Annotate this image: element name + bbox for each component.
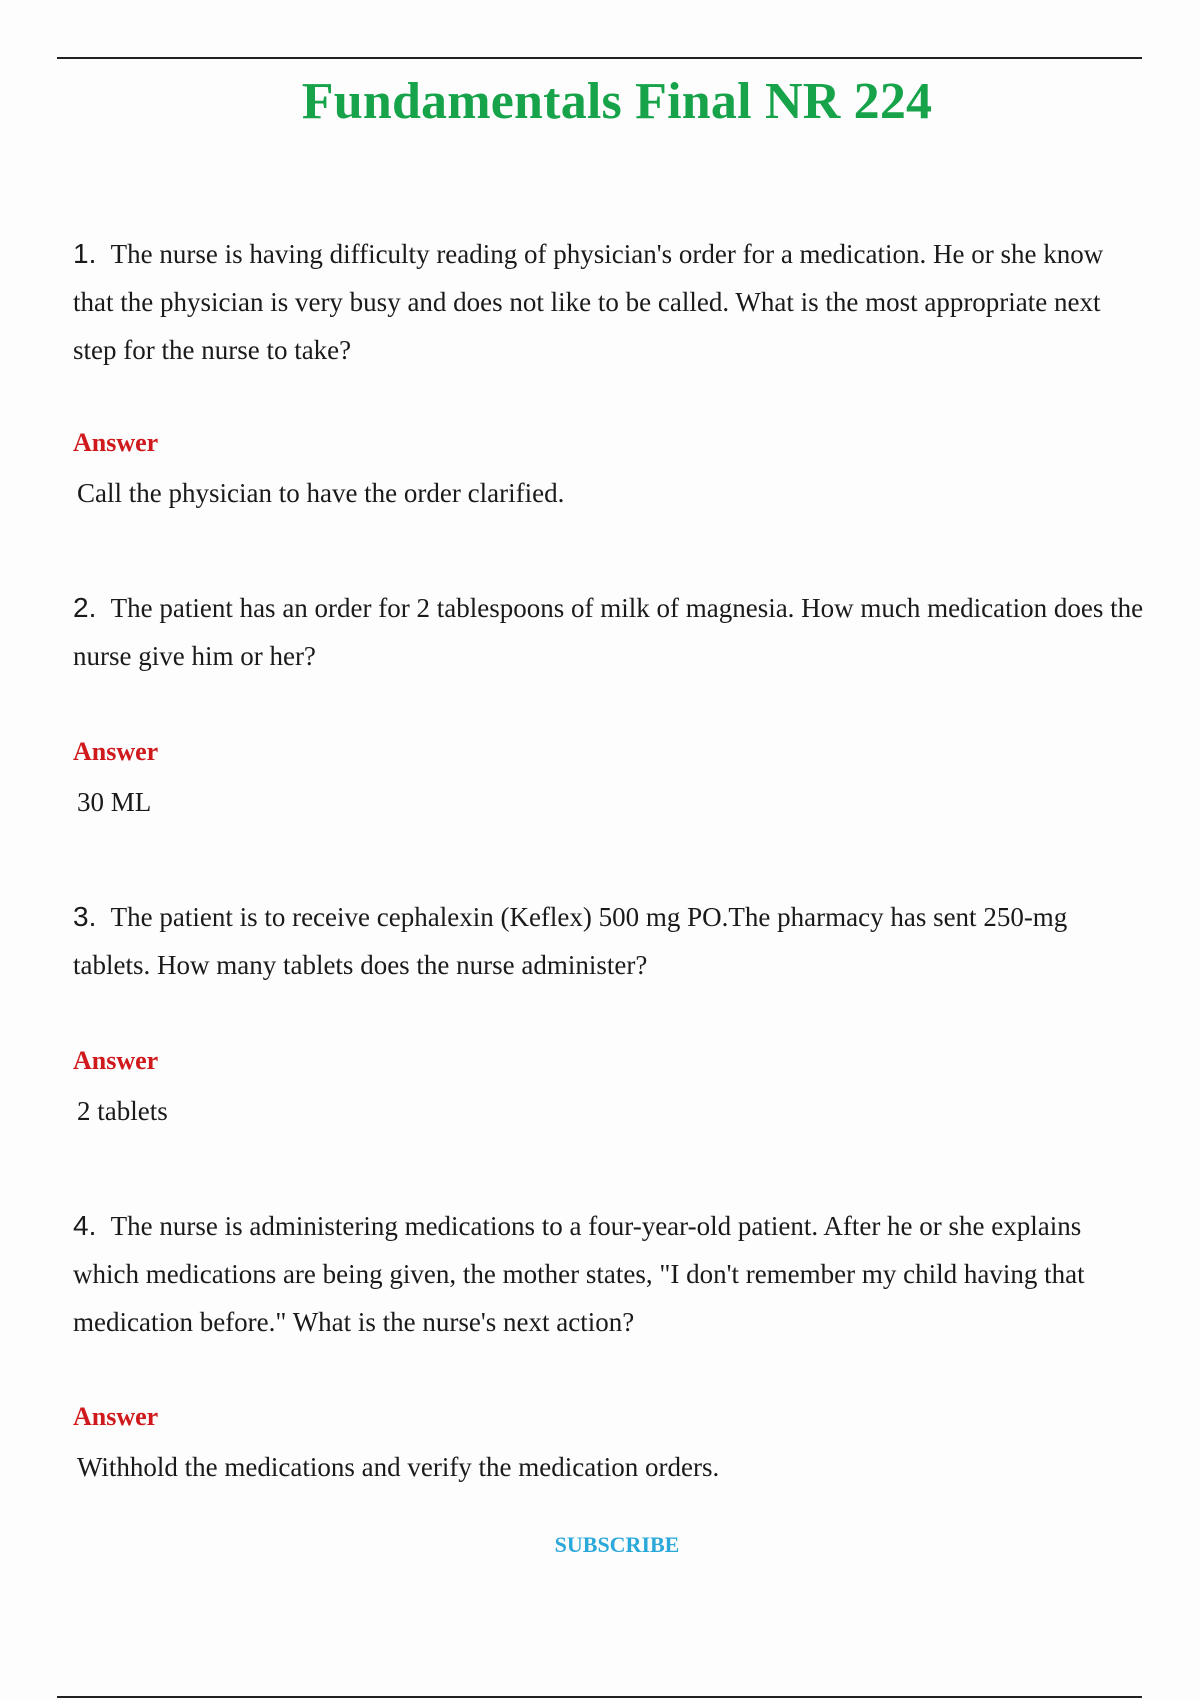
question-number: 2. <box>73 592 97 623</box>
bottom-divider <box>57 1696 1142 1698</box>
question-text: The patient has an order for 2 tablespoons of milk of magnesia. How much medication does the nurse give him or her? <box>73 593 1144 671</box>
question-number: 3. <box>73 901 97 932</box>
question-text: The nurse is administering medications to a four-year-old patient. After he or she explains which medications are being given, the mother states, "I don't remember my child having that medication before." What is the nurse's next action? <box>73 1211 1085 1337</box>
question-number: 1. <box>73 238 97 269</box>
question-4 <box>73 1202 1149 1346</box>
question-1 <box>73 230 1149 374</box>
answer-label: Answer <box>73 1046 159 1075</box>
answer-label: Answer <box>73 428 159 457</box>
answer-text: 2 tablets <box>77 1096 168 1126</box>
answer-label: Answer <box>73 737 159 766</box>
question-text: The patient is to receive cephalexin (Keflex) 500 mg PO.The pharmacy has sent 250-mg tablets. How many tablets does the nurse administer? <box>73 902 1068 980</box>
answer-text: 30 ML <box>77 787 152 817</box>
question-2 <box>73 584 1149 680</box>
question-number: 4. <box>73 1210 97 1241</box>
answer-label: Answer <box>73 1402 159 1431</box>
question-3 <box>73 893 1149 989</box>
answer-text: Withhold the medications and verify the medication orders. <box>77 1452 720 1482</box>
subscribe-link[interactable]: SUBSCRIBE <box>554 1532 680 1557</box>
top-divider <box>57 57 1142 59</box>
question-text: The nurse is having difficulty reading of physician's order for a medication. He or she know that the physician is very busy and does not like to be called. What is the most appropriate next step for the nurse to take? <box>73 239 1104 365</box>
document-title: Fundamentals Final NR 224 <box>301 73 933 130</box>
answer-text: Call the physician to have the order clarified. <box>77 478 565 508</box>
